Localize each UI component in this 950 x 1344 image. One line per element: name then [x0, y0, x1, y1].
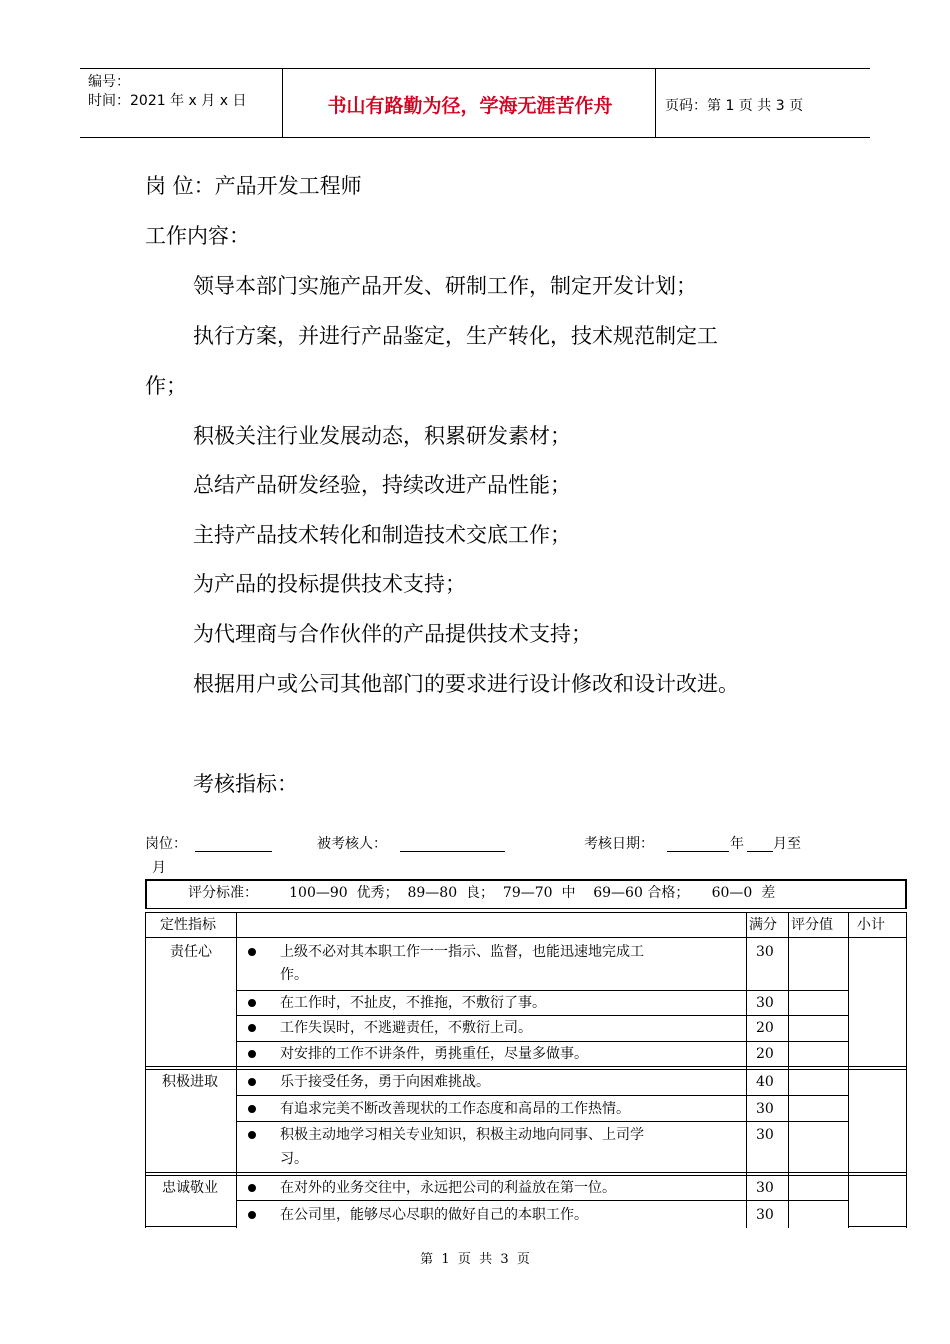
work-item: 执行方案，并进行产品鉴定，生产转化，技术规范制定工: [193, 324, 718, 348]
header-full-score: 满分: [749, 917, 777, 933]
table-border: [145, 908, 907, 909]
table-border: [848, 912, 849, 1228]
assessment-label: 考核指标：: [193, 772, 298, 796]
group-name: 忠诚敬业: [162, 1180, 218, 1196]
criterion-text: 积极主动地学习相关专业知识，积极主动地向同事、上司学: [280, 1127, 644, 1143]
form-position-label: 岗位：: [145, 836, 187, 852]
bullet-icon: [248, 1211, 256, 1219]
table-border: [237, 1015, 849, 1016]
table-border: [788, 912, 789, 1228]
criterion-text: 习。: [280, 1151, 308, 1167]
criterion-text: 上级不必对其本职工作一一指示、监督，也能迅速地完成工: [280, 944, 644, 960]
bullet-icon: [248, 1024, 256, 1032]
form-assessee-blank[interactable]: [400, 851, 505, 852]
form-assessee-label: 被考核人：: [317, 836, 387, 852]
table-border: [905, 879, 907, 909]
table-border: [237, 1121, 849, 1122]
header-motto: 书山有路勤为径，学海无涯苦作舟: [327, 95, 613, 117]
work-item: 根据用户或公司其他部门的要求进行设计修改和设计改进。: [193, 672, 739, 696]
table-border: [145, 1066, 907, 1067]
form-year-blank[interactable]: [667, 851, 729, 852]
bullet-icon: [248, 1131, 256, 1139]
position-line: 岗 位：产品开发工程师: [145, 174, 362, 198]
table-border: [236, 912, 237, 1228]
work-item: 为产品的投标提供技术支持；: [193, 572, 466, 596]
table-border: [145, 1069, 907, 1070]
header-divider: [282, 69, 283, 137]
full-score: 20: [756, 1020, 774, 1036]
header-score-value: 评分值: [791, 917, 833, 933]
work-content-label: 工作内容：: [145, 224, 250, 248]
form-date-label: 考核日期：: [584, 836, 654, 852]
header-meta: [88, 73, 246, 111]
criterion-text: 在公司里，能够尽心尽职的做好自己的本职工作。: [280, 1207, 588, 1223]
table-border: [145, 1172, 907, 1173]
work-item: 积极关注行业发展动态，积累研发素材；: [193, 424, 571, 448]
work-item: 主持产品技术转化和制造技术交底工作；: [193, 523, 571, 547]
serial-label: 编号：: [88, 74, 130, 90]
header-subtotal: 小计: [857, 917, 885, 933]
bullet-icon: [248, 999, 256, 1007]
page-header: [80, 68, 870, 138]
criterion-text: 工作失误时，不逃避责任，不敷衍上司。: [280, 1020, 532, 1036]
table-border: [145, 879, 907, 881]
full-score: 30: [756, 944, 774, 960]
form-month: 月: [152, 860, 166, 876]
form-month-to: 月至: [773, 836, 801, 852]
table-border: [848, 1226, 907, 1227]
table-border: [145, 912, 146, 1228]
criterion-text: 在对外的业务交往中，永远把公司的利益放在第一位。: [280, 1180, 616, 1196]
full-score: 30: [756, 1180, 774, 1196]
form-month-blank[interactable]: [747, 851, 773, 852]
work-item: 作；: [145, 374, 187, 398]
form-position-blank[interactable]: [195, 851, 272, 852]
page-footer: 第 1 页 共 3 页: [420, 1252, 530, 1267]
bullet-icon: [248, 1184, 256, 1192]
table-border: [237, 1041, 849, 1042]
full-score: 30: [756, 995, 774, 1011]
full-score: 30: [756, 1101, 774, 1117]
work-item: 总结产品研发经验，持续改进产品性能；: [193, 473, 571, 497]
table-border: [746, 912, 747, 1228]
table-border: [145, 937, 907, 938]
criterion-text: 在工作时，不扯皮，不推拖，不敷衍了事。: [280, 995, 546, 1011]
criterion-text: 乐于接受任务，勇于向困难挑战。: [280, 1074, 490, 1090]
table-border: [906, 912, 907, 1228]
group-name: 积极进取: [162, 1074, 218, 1090]
full-score: 20: [756, 1046, 774, 1062]
bullet-icon: [248, 1050, 256, 1058]
table-border: [145, 879, 147, 909]
table-border: [237, 1095, 849, 1096]
full-score: 30: [756, 1207, 774, 1223]
group-name: 责任心: [170, 944, 212, 960]
criterion-text: 有追求完美不断改善现状的工作态度和高昂的工作热情。: [280, 1101, 630, 1117]
criterion-text: 对安排的工作不讲条件，勇挑重任，尽量多做事。: [280, 1046, 588, 1062]
full-score: 30: [756, 1127, 774, 1143]
bullet-icon: [248, 1105, 256, 1113]
table-border: [145, 1226, 237, 1227]
bullet-icon: [248, 948, 256, 956]
table-border: [237, 990, 849, 991]
full-score: 40: [756, 1074, 774, 1090]
table-border: [145, 912, 907, 913]
work-item: 领导本部门实施产品开发、研制工作，制定开发计划；: [193, 274, 697, 298]
work-item: 为代理商与合作伙伴的产品提供技术支持；: [193, 622, 592, 646]
table-border: [237, 1200, 849, 1201]
header-indicator: 定性指标: [160, 917, 216, 933]
header-divider: [655, 69, 656, 137]
time-label: 时间：2021 年 x 月 x 日: [88, 93, 247, 109]
criterion-text: 作。: [280, 967, 308, 983]
bullet-icon: [248, 1078, 256, 1086]
form-year: 年: [730, 836, 744, 852]
table-border: [145, 1175, 907, 1176]
header-page-label: 页码：第 1 页 共 3 页: [665, 98, 804, 114]
scoring-standard: 评分标准： 100—90 优秀； 89—80 良； 79—70 中 69—60 合格； 60—0 差: [188, 885, 776, 901]
